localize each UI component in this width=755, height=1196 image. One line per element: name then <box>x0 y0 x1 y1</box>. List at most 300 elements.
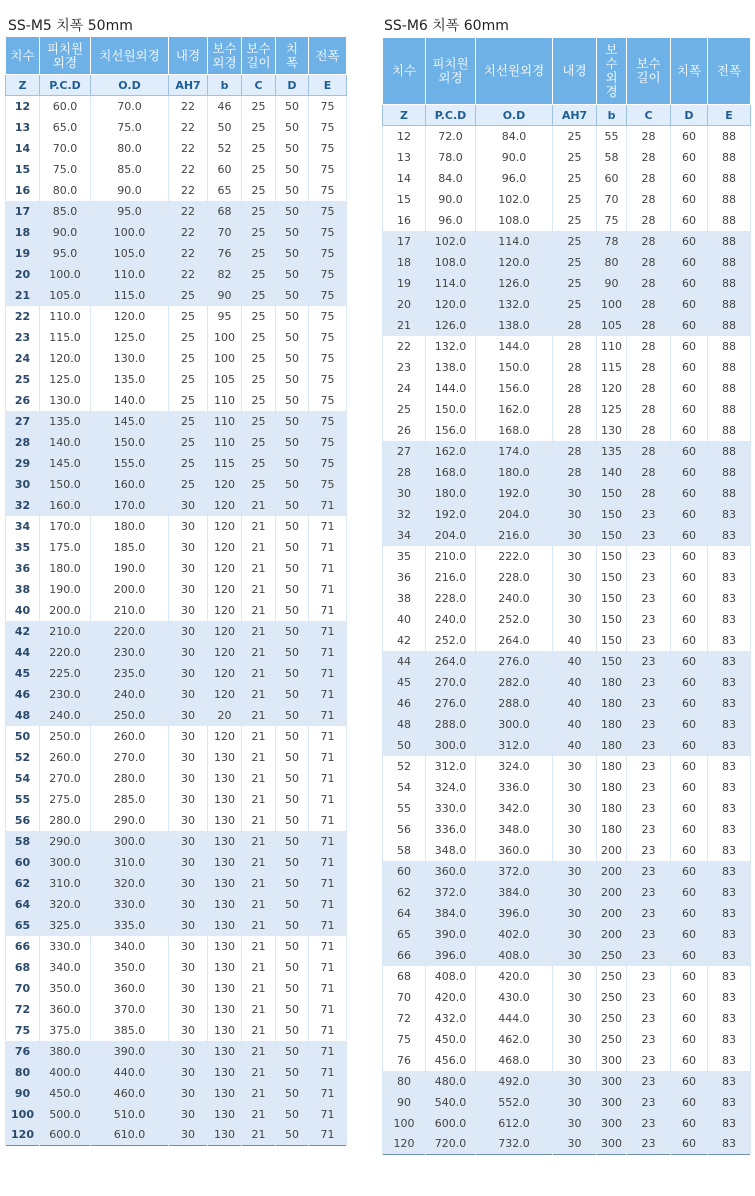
cell-hub-length: 21 <box>242 768 276 789</box>
cell-tooth-width: 50 <box>276 285 309 306</box>
cell-overall-width: 75 <box>309 243 347 264</box>
cell-overall-width: 75 <box>309 390 347 411</box>
cell-pitch-diameter: 432.0 <box>426 1008 476 1029</box>
cell-teeth-count: 23 <box>6 327 40 348</box>
cell-teeth-count: 15 <box>383 189 426 210</box>
cell-tooth-width: 60 <box>671 651 708 672</box>
cell-bore: 22 <box>169 264 208 285</box>
cell-hub-length: 23 <box>627 798 671 819</box>
cell-overall-width: 83 <box>708 546 751 567</box>
cell-overall-width: 71 <box>309 915 347 936</box>
cell-pitch-diameter: 125.0 <box>40 369 91 390</box>
cell-hub-diameter: 130 <box>208 999 242 1020</box>
cell-tooth-width: 50 <box>276 306 309 327</box>
cell-tooth-width: 50 <box>276 642 309 663</box>
cell-tooth-width: 50 <box>276 201 309 222</box>
cell-hub-diameter: 130 <box>208 1020 242 1041</box>
cell-bore: 30 <box>169 558 208 579</box>
cell-bore: 28 <box>553 357 597 378</box>
table-row <box>383 798 751 819</box>
cell-overall-width: 71 <box>309 705 347 726</box>
table-row <box>6 264 347 285</box>
cell-bore: 30 <box>169 621 208 642</box>
cell-tooth-width: 50 <box>276 663 309 684</box>
cell-teeth-count: 76 <box>6 1041 40 1062</box>
cell-bore: 30 <box>553 1071 597 1092</box>
cell-tooth-width: 60 <box>671 1071 708 1092</box>
cell-overall-width: 71 <box>309 789 347 810</box>
cell-pitch-diameter: 260.0 <box>40 747 91 768</box>
cell-tooth-width: 50 <box>276 789 309 810</box>
cell-tooth-width: 50 <box>276 537 309 558</box>
cell-teeth-count: 75 <box>383 1029 426 1050</box>
table-row <box>6 411 347 432</box>
cell-tooth-width: 50 <box>276 243 309 264</box>
cell-pitch-diameter: 280.0 <box>40 810 91 831</box>
cell-outside-diameter: 468.0 <box>476 1050 553 1071</box>
cell-pitch-diameter: 96.0 <box>426 210 476 231</box>
cell-bore: 25 <box>169 285 208 306</box>
cell-overall-width: 83 <box>708 693 751 714</box>
cell-pitch-diameter: 144.0 <box>426 378 476 399</box>
cell-hub-diameter: 82 <box>208 264 242 285</box>
cell-outside-diameter: 276.0 <box>476 651 553 672</box>
cell-outside-diameter: 228.0 <box>476 567 553 588</box>
cell-pitch-diameter: 140.0 <box>40 432 91 453</box>
table-row <box>6 201 347 222</box>
cell-teeth-count: 70 <box>6 978 40 999</box>
cell-hub-length: 23 <box>627 651 671 672</box>
cell-pitch-diameter: 120.0 <box>426 294 476 315</box>
cell-teeth-count: 45 <box>383 672 426 693</box>
table-row <box>383 126 751 147</box>
cell-hub-diameter: 120 <box>208 600 242 621</box>
cell-outside-diameter: 240.0 <box>91 684 169 705</box>
cell-hub-diameter: 120 <box>208 537 242 558</box>
cell-teeth-count: 36 <box>383 567 426 588</box>
cell-teeth-count: 44 <box>6 642 40 663</box>
cell-overall-width: 71 <box>309 978 347 999</box>
cell-hub-diameter: 200 <box>597 861 627 882</box>
cell-pitch-diameter: 108.0 <box>426 252 476 273</box>
cell-hub-diameter: 200 <box>597 924 627 945</box>
cell-tooth-width: 60 <box>671 357 708 378</box>
cell-outside-diameter: 340.0 <box>91 936 169 957</box>
cell-tooth-width: 50 <box>276 348 309 369</box>
cell-outside-diameter: 85.0 <box>91 159 169 180</box>
cell-overall-width: 71 <box>309 852 347 873</box>
cell-pitch-diameter: 500.0 <box>40 1104 91 1125</box>
cell-hub-diameter: 130 <box>208 852 242 873</box>
header-teeth-count: 치수 <box>383 38 426 105</box>
cell-bore: 30 <box>169 1083 208 1104</box>
cell-overall-width: 71 <box>309 537 347 558</box>
cell-outside-diameter: 192.0 <box>476 483 553 504</box>
cell-outside-diameter: 180.0 <box>476 462 553 483</box>
cell-pitch-diameter: 85.0 <box>40 201 91 222</box>
cell-tooth-width: 60 <box>671 126 708 147</box>
cell-hub-length: 21 <box>242 873 276 894</box>
cell-bore: 22 <box>169 201 208 222</box>
cell-hub-diameter: 130 <box>208 1062 242 1083</box>
cell-hub-diameter: 130 <box>208 1125 242 1146</box>
cell-pitch-diameter: 210.0 <box>426 546 476 567</box>
table-row <box>6 852 347 873</box>
cell-bore: 22 <box>169 96 208 117</box>
cell-teeth-count: 32 <box>6 495 40 516</box>
cell-hub-length: 23 <box>627 567 671 588</box>
cell-hub-diameter: 200 <box>597 840 627 861</box>
cell-teeth-count: 120 <box>383 1134 426 1155</box>
cell-tooth-width: 60 <box>671 189 708 210</box>
cell-tooth-width: 60 <box>671 231 708 252</box>
cell-hub-diameter: 150 <box>597 504 627 525</box>
cell-hub-length: 21 <box>242 579 276 600</box>
cell-hub-diameter: 140 <box>597 462 627 483</box>
cell-hub-length: 21 <box>242 1062 276 1083</box>
cell-pitch-diameter: 228.0 <box>426 588 476 609</box>
cell-hub-diameter: 52 <box>208 138 242 159</box>
cell-hub-diameter: 68 <box>208 201 242 222</box>
cell-outside-diameter: 138.0 <box>476 315 553 336</box>
cell-outside-diameter: 260.0 <box>91 726 169 747</box>
cell-teeth-count: 100 <box>6 1104 40 1125</box>
cell-hub-diameter: 135 <box>597 441 627 462</box>
cell-teeth-count: 25 <box>6 369 40 390</box>
cell-pitch-diameter: 270.0 <box>40 768 91 789</box>
cell-tooth-width: 60 <box>671 315 708 336</box>
table-row <box>383 945 751 966</box>
cell-tooth-width: 60 <box>671 714 708 735</box>
table-row <box>383 1134 751 1155</box>
cell-overall-width: 88 <box>708 399 751 420</box>
cell-overall-width: 83 <box>708 588 751 609</box>
cell-outside-diameter: 240.0 <box>476 588 553 609</box>
cell-pitch-diameter: 312.0 <box>426 756 476 777</box>
cell-outside-diameter: 75.0 <box>91 117 169 138</box>
cell-outside-diameter: 235.0 <box>91 663 169 684</box>
cell-hub-length: 21 <box>242 684 276 705</box>
cell-hub-diameter: 130 <box>208 1083 242 1104</box>
cell-teeth-count: 80 <box>6 1062 40 1083</box>
cell-teeth-count: 44 <box>383 651 426 672</box>
cell-teeth-count: 26 <box>6 390 40 411</box>
cell-outside-diameter: 102.0 <box>476 189 553 210</box>
cell-pitch-diameter: 600.0 <box>40 1125 91 1146</box>
cell-teeth-count: 72 <box>6 999 40 1020</box>
cell-teeth-count: 29 <box>6 453 40 474</box>
cell-pitch-diameter: 102.0 <box>426 231 476 252</box>
cell-hub-length: 23 <box>627 1071 671 1092</box>
table-row <box>383 756 751 777</box>
cell-teeth-count: 13 <box>383 147 426 168</box>
cell-teeth-count: 52 <box>383 756 426 777</box>
cell-tooth-width: 50 <box>276 747 309 768</box>
table-row <box>6 873 347 894</box>
table-row <box>383 525 751 546</box>
cell-pitch-diameter: 288.0 <box>426 714 476 735</box>
cell-teeth-count: 30 <box>383 483 426 504</box>
header-bore: 내경 <box>169 37 208 75</box>
cell-overall-width: 88 <box>708 378 751 399</box>
cell-bore: 30 <box>169 873 208 894</box>
table-row <box>383 1071 751 1092</box>
cell-teeth-count: 48 <box>383 714 426 735</box>
cell-tooth-width: 60 <box>671 1134 708 1155</box>
header-tooth-width: 치 폭 <box>276 37 309 75</box>
cell-teeth-count: 12 <box>383 126 426 147</box>
table-row <box>6 327 347 348</box>
table-row <box>6 474 347 495</box>
cell-pitch-diameter: 220.0 <box>40 642 91 663</box>
header-hub-length: 보수 길이 <box>627 38 671 105</box>
cell-hub-length: 21 <box>242 1083 276 1104</box>
cell-hub-diameter: 95 <box>208 306 242 327</box>
cell-bore: 30 <box>169 810 208 831</box>
cell-hub-diameter: 105 <box>597 315 627 336</box>
cell-overall-width: 75 <box>309 474 347 495</box>
cell-teeth-count: 72 <box>383 1008 426 1029</box>
cell-bore: 30 <box>169 1041 208 1062</box>
cell-overall-width: 75 <box>309 285 347 306</box>
cell-overall-width: 75 <box>309 117 347 138</box>
cell-teeth-count: 20 <box>383 294 426 315</box>
cell-hub-diameter: 115 <box>208 453 242 474</box>
cell-pitch-diameter: 168.0 <box>426 462 476 483</box>
cell-pitch-diameter: 160.0 <box>40 495 91 516</box>
cell-pitch-diameter: 408.0 <box>426 966 476 987</box>
cell-hub-length: 25 <box>242 117 276 138</box>
cell-hub-diameter: 300 <box>597 1071 627 1092</box>
cell-outside-diameter: 384.0 <box>476 882 553 903</box>
cell-pitch-diameter: 162.0 <box>426 441 476 462</box>
cell-teeth-count: 24 <box>6 348 40 369</box>
cell-tooth-width: 60 <box>671 441 708 462</box>
cell-tooth-width: 50 <box>276 957 309 978</box>
cell-hub-length: 25 <box>242 411 276 432</box>
cell-bore: 25 <box>553 210 597 231</box>
table-row <box>6 222 347 243</box>
cell-outside-diameter: 312.0 <box>476 735 553 756</box>
cell-bore: 28 <box>553 315 597 336</box>
cell-teeth-count: 21 <box>6 285 40 306</box>
cell-overall-width: 88 <box>708 357 751 378</box>
cell-hub-length: 21 <box>242 915 276 936</box>
cell-overall-width: 71 <box>309 894 347 915</box>
cell-hub-diameter: 130 <box>208 831 242 852</box>
cell-teeth-count: 52 <box>6 747 40 768</box>
cell-overall-width: 83 <box>708 903 751 924</box>
cell-outside-diameter: 360.0 <box>91 978 169 999</box>
cell-bore: 40 <box>553 672 597 693</box>
cell-overall-width: 71 <box>309 1020 347 1041</box>
cell-outside-diameter: 96.0 <box>476 168 553 189</box>
table-row <box>6 516 347 537</box>
cell-hub-diameter: 120 <box>208 516 242 537</box>
cell-hub-length: 28 <box>627 378 671 399</box>
cell-pitch-diameter: 310.0 <box>40 873 91 894</box>
cell-hub-length: 25 <box>242 201 276 222</box>
cell-tooth-width: 50 <box>276 684 309 705</box>
cell-hub-diameter: 130 <box>208 789 242 810</box>
cell-hub-diameter: 110 <box>208 390 242 411</box>
cell-outside-diameter: 95.0 <box>91 201 169 222</box>
cell-pitch-diameter: 110.0 <box>40 306 91 327</box>
cell-hub-length: 23 <box>627 672 671 693</box>
cell-pitch-diameter: 78.0 <box>426 147 476 168</box>
cell-pitch-diameter: 204.0 <box>426 525 476 546</box>
table-row <box>383 777 751 798</box>
cell-outside-diameter: 162.0 <box>476 399 553 420</box>
cell-tooth-width: 50 <box>276 369 309 390</box>
table-row <box>383 273 751 294</box>
cell-pitch-diameter: 360.0 <box>40 999 91 1020</box>
cell-hub-length: 23 <box>627 630 671 651</box>
cell-hub-diameter: 115 <box>597 357 627 378</box>
cell-teeth-count: 13 <box>6 117 40 138</box>
cell-tooth-width: 50 <box>276 726 309 747</box>
cell-hub-diameter: 180 <box>597 798 627 819</box>
table-row <box>6 978 347 999</box>
cell-hub-diameter: 150 <box>597 546 627 567</box>
cell-hub-diameter: 180 <box>597 714 627 735</box>
cell-overall-width: 83 <box>708 987 751 1008</box>
cell-hub-diameter: 150 <box>597 525 627 546</box>
cell-bore: 25 <box>553 294 597 315</box>
cell-overall-width: 71 <box>309 747 347 768</box>
subheader-pitch-diameter: P.C.D <box>426 105 476 126</box>
cell-pitch-diameter: 450.0 <box>40 1083 91 1104</box>
cell-bore: 25 <box>169 390 208 411</box>
cell-bore: 30 <box>169 831 208 852</box>
cell-overall-width: 88 <box>708 336 751 357</box>
table-row <box>383 903 751 924</box>
cell-bore: 30 <box>169 957 208 978</box>
cell-pitch-diameter: 150.0 <box>40 474 91 495</box>
cell-hub-length: 23 <box>627 1134 671 1155</box>
cell-bore: 30 <box>169 684 208 705</box>
cell-hub-length: 23 <box>627 924 671 945</box>
header-hub-length: 보수 길이 <box>242 37 276 75</box>
cell-tooth-width: 60 <box>671 588 708 609</box>
cell-hub-length: 28 <box>627 252 671 273</box>
cell-bore: 25 <box>553 168 597 189</box>
cell-hub-length: 28 <box>627 336 671 357</box>
cell-hub-length: 28 <box>627 189 671 210</box>
cell-bore: 25 <box>169 327 208 348</box>
cell-bore: 22 <box>169 243 208 264</box>
cell-tooth-width: 50 <box>276 516 309 537</box>
header-hub-diameter: 보수 외경 <box>208 37 242 75</box>
cell-tooth-width: 60 <box>671 336 708 357</box>
cell-hub-length: 23 <box>627 1008 671 1029</box>
cell-overall-width: 88 <box>708 231 751 252</box>
cell-outside-diameter: 115.0 <box>91 285 169 306</box>
cell-bore: 30 <box>169 894 208 915</box>
cell-hub-length: 21 <box>242 642 276 663</box>
cell-tooth-width: 50 <box>276 621 309 642</box>
cell-teeth-count: 70 <box>383 987 426 1008</box>
cell-hub-length: 23 <box>627 504 671 525</box>
cell-bore: 30 <box>169 852 208 873</box>
cell-pitch-diameter: 290.0 <box>40 831 91 852</box>
cell-hub-length: 28 <box>627 315 671 336</box>
table-row <box>6 1125 347 1146</box>
cell-pitch-diameter: 250.0 <box>40 726 91 747</box>
cell-teeth-count: 66 <box>6 936 40 957</box>
cell-outside-diameter: 210.0 <box>91 600 169 621</box>
cell-hub-length: 21 <box>242 789 276 810</box>
cell-bore: 30 <box>553 609 597 630</box>
cell-overall-width: 88 <box>708 483 751 504</box>
cell-tooth-width: 50 <box>276 831 309 852</box>
cell-bore: 30 <box>553 483 597 504</box>
cell-hub-diameter: 46 <box>208 96 242 117</box>
cell-hub-diameter: 110 <box>597 336 627 357</box>
cell-tooth-width: 60 <box>671 798 708 819</box>
cell-teeth-count: 27 <box>383 441 426 462</box>
cell-pitch-diameter: 336.0 <box>426 819 476 840</box>
cell-bore: 25 <box>169 348 208 369</box>
cell-hub-diameter: 76 <box>208 243 242 264</box>
cell-hub-length: 21 <box>242 1041 276 1062</box>
cell-hub-length: 28 <box>627 294 671 315</box>
cell-bore: 25 <box>169 369 208 390</box>
cell-overall-width: 88 <box>708 420 751 441</box>
cell-bore: 22 <box>169 222 208 243</box>
cell-tooth-width: 60 <box>671 1050 708 1071</box>
cell-pitch-diameter: 90.0 <box>40 222 91 243</box>
cell-hub-length: 28 <box>627 462 671 483</box>
cell-hub-length: 21 <box>242 999 276 1020</box>
cell-outside-diameter: 402.0 <box>476 924 553 945</box>
cell-hub-diameter: 130 <box>208 978 242 999</box>
table-row <box>6 285 347 306</box>
cell-bore: 30 <box>169 999 208 1020</box>
cell-overall-width: 75 <box>309 159 347 180</box>
cell-bore: 30 <box>553 588 597 609</box>
cell-overall-width: 83 <box>708 1092 751 1113</box>
cell-teeth-count: 17 <box>6 201 40 222</box>
cell-teeth-count: 30 <box>6 474 40 495</box>
cell-teeth-count: 24 <box>383 378 426 399</box>
cell-outside-diameter: 126.0 <box>476 273 553 294</box>
cell-overall-width: 71 <box>309 936 347 957</box>
cell-outside-diameter: 150.0 <box>476 357 553 378</box>
cell-hub-length: 28 <box>627 420 671 441</box>
cell-hub-length: 28 <box>627 357 671 378</box>
cell-outside-diameter: 135.0 <box>91 369 169 390</box>
cell-teeth-count: 100 <box>383 1113 426 1134</box>
cell-outside-diameter: 120.0 <box>91 306 169 327</box>
cell-teeth-count: 19 <box>383 273 426 294</box>
cell-outside-diameter: 80.0 <box>91 138 169 159</box>
cell-tooth-width: 60 <box>671 1113 708 1134</box>
cell-outside-diameter: 264.0 <box>476 630 553 651</box>
cell-hub-length: 28 <box>627 231 671 252</box>
cell-outside-diameter: 492.0 <box>476 1071 553 1092</box>
cell-overall-width: 83 <box>708 567 751 588</box>
table-row <box>6 1104 347 1125</box>
cell-overall-width: 88 <box>708 441 751 462</box>
cell-overall-width: 71 <box>309 642 347 663</box>
cell-tooth-width: 50 <box>276 117 309 138</box>
table-row <box>6 663 347 684</box>
cell-pitch-diameter: 60.0 <box>40 96 91 117</box>
cell-outside-diameter: 204.0 <box>476 504 553 525</box>
cell-outside-diameter: 114.0 <box>476 231 553 252</box>
cell-hub-length: 21 <box>242 726 276 747</box>
